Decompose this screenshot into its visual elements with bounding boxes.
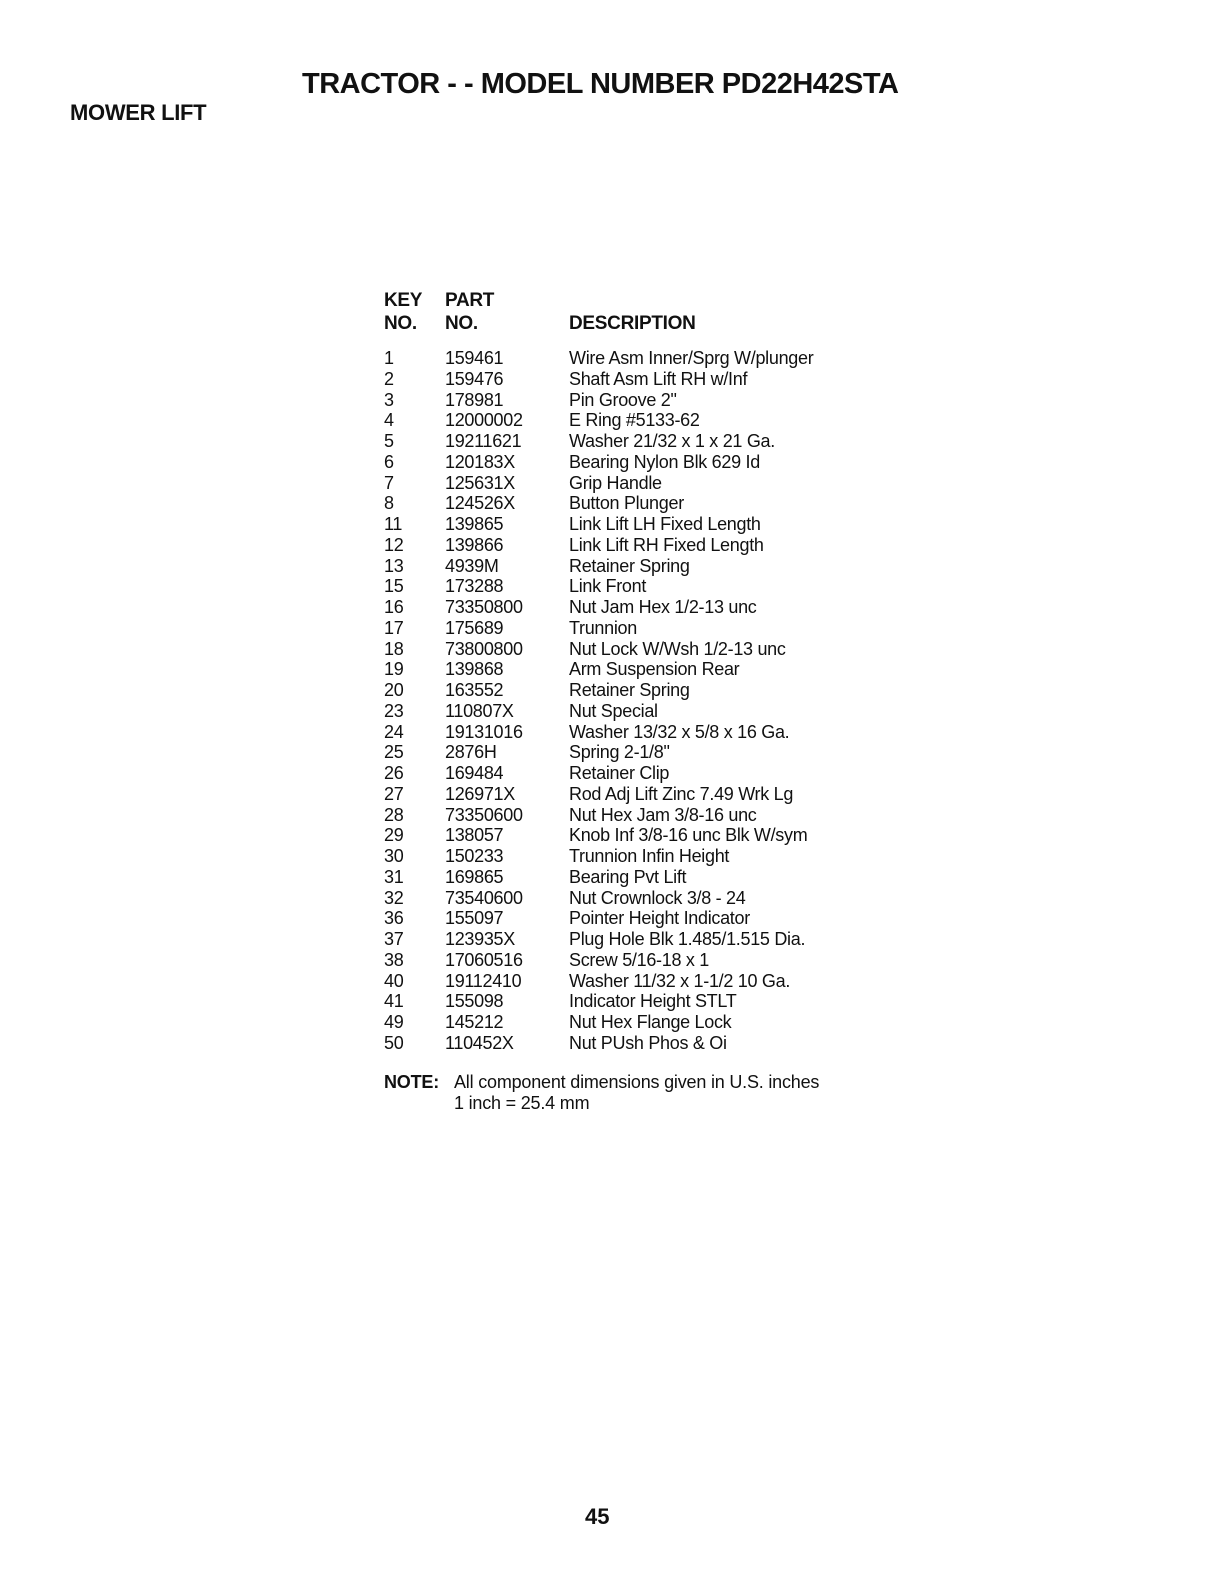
- part-description: Nut Jam Hex 1/2-13 unc: [569, 597, 757, 617]
- key-number: 27: [384, 783, 404, 804]
- table-row: [384, 639, 904, 660]
- part-number: 73350800: [445, 597, 523, 617]
- key-number: 2: [384, 368, 394, 389]
- part-number: 155097: [445, 908, 504, 929]
- part-header-line2: NO.: [445, 313, 478, 334]
- key-number: 25: [384, 742, 404, 763]
- part-number: 124526X: [445, 493, 515, 514]
- key-number: 15: [384, 576, 404, 597]
- key-number: 17: [384, 617, 404, 638]
- part-header-line1: PART: [445, 290, 495, 311]
- part-description: Washer 11/32 x 1-1/2 10 Ga.: [569, 970, 791, 991]
- table-row: [384, 390, 904, 411]
- key-number: 32: [384, 887, 404, 908]
- note-label: NOTE:: [384, 1072, 439, 1092]
- part-description: Retainer Spring: [569, 680, 690, 700]
- key-header-line2: NO.: [384, 313, 417, 334]
- part-number: 120183X: [445, 451, 515, 472]
- part-number: 19112410: [445, 970, 522, 991]
- table-row: [384, 348, 904, 369]
- table-row: [384, 473, 904, 494]
- key-number: 29: [384, 825, 404, 846]
- table-row: [384, 431, 904, 452]
- note-text-line1: All component dimensions given in U.S. inches: [454, 1072, 820, 1092]
- part-description: Retainer Spring: [569, 555, 690, 576]
- key-number: 30: [384, 846, 404, 866]
- table-row: [384, 784, 904, 805]
- key-number: 37: [384, 929, 404, 949]
- table-row: [384, 742, 904, 763]
- part-number: 17060516: [445, 949, 523, 970]
- part-description: Nut Lock W/Wsh 1/2-13 unc: [569, 638, 786, 659]
- table-row: [384, 846, 904, 867]
- part-number: 125631X: [445, 472, 515, 493]
- key-number: 23: [384, 700, 404, 721]
- table-row: [384, 722, 904, 743]
- part-description: Nut Crownlock 3/8 - 24: [569, 887, 746, 908]
- part-number: 2876H: [445, 742, 497, 763]
- part-description: Retainer Clip: [569, 763, 670, 783]
- part-description: Wire Asm Inner/Sprg W/plunger: [569, 348, 814, 368]
- part-number: 145212: [445, 1012, 504, 1032]
- part-number: 139868: [445, 659, 504, 680]
- description-header: DESCRIPTION: [569, 313, 696, 334]
- page-title: TRACTOR - - MODEL NUMBER PD22H42STA: [302, 68, 899, 100]
- part-description: Trunnion Infin Height: [569, 846, 730, 866]
- part-description: Pin Groove 2": [569, 389, 677, 410]
- part-number: 19211621: [445, 431, 522, 451]
- part-description: Bearing Nylon Blk 629 Id: [569, 451, 760, 472]
- key-number: 26: [384, 763, 404, 783]
- part-description: Washer 21/32 x 1 x 21 Ga.: [569, 431, 775, 451]
- part-description: Link Front: [569, 576, 647, 597]
- table-row: [384, 805, 904, 826]
- part-number: 155098: [445, 991, 504, 1012]
- part-number: 4939M: [445, 555, 499, 576]
- parts-table-header: [384, 290, 904, 338]
- key-number: 3: [384, 389, 394, 410]
- key-number: 5: [384, 431, 394, 451]
- table-row: [384, 452, 904, 473]
- part-description: Shaft Asm Lift RH w/Inf: [569, 368, 748, 389]
- table-row: [384, 618, 904, 639]
- key-number: 18: [384, 638, 404, 659]
- part-description: Trunnion: [569, 617, 637, 638]
- table-row: [384, 763, 904, 784]
- table-row: [384, 597, 904, 618]
- part-description: E Ring #5133-62: [569, 410, 700, 431]
- part-number: 73540600: [445, 887, 523, 908]
- part-description: Screw 5/16-18 x 1: [569, 949, 709, 970]
- part-number: 73350600: [445, 804, 523, 825]
- part-number: 169865: [445, 866, 504, 887]
- part-number: 126971X: [445, 783, 515, 804]
- key-number: 49: [384, 1012, 404, 1032]
- table-row: [384, 576, 904, 597]
- table-row: [384, 950, 904, 971]
- key-number: 31: [384, 866, 404, 887]
- key-header-line1: KEY: [384, 290, 423, 311]
- table-row: [384, 867, 904, 888]
- table-row: [384, 1012, 904, 1033]
- part-number: 159476: [445, 368, 504, 389]
- part-number: 139865: [445, 514, 504, 534]
- part-description: Nut Hex Jam 3/8-16 unc: [569, 804, 757, 825]
- part-description: Pointer Height Indicator: [569, 908, 750, 929]
- key-number: 12: [384, 534, 404, 555]
- table-row: [384, 680, 904, 701]
- part-number: 19131016: [445, 721, 523, 742]
- table-row: [384, 888, 904, 909]
- key-number: 1: [384, 348, 394, 368]
- table-row: [384, 991, 904, 1012]
- table-row: [384, 410, 904, 431]
- key-number: 11: [384, 514, 403, 534]
- table-row: [384, 825, 904, 846]
- table-row: [384, 556, 904, 577]
- key-number: 36: [384, 908, 404, 929]
- part-number: 150233: [445, 846, 504, 866]
- part-number: 159461: [445, 348, 504, 368]
- key-number: 38: [384, 949, 404, 970]
- part-description: Link Lift LH Fixed Length: [569, 514, 761, 534]
- key-number: 24: [384, 721, 404, 742]
- page-number: 45: [585, 1504, 610, 1529]
- key-number: 8: [384, 493, 394, 514]
- key-number: 7: [384, 472, 394, 493]
- part-number: 139866: [445, 534, 504, 555]
- note-text-line2: 1 inch = 25.4 mm: [454, 1093, 590, 1113]
- part-number: 138057: [445, 825, 504, 846]
- table-row: [384, 971, 904, 992]
- table-row: [384, 514, 904, 535]
- part-number: 169484: [445, 763, 504, 783]
- key-number: 4: [384, 410, 394, 431]
- part-number: 73800800: [445, 638, 523, 659]
- key-number: 40: [384, 970, 404, 991]
- part-description: Link Lift RH Fixed Length: [569, 534, 764, 555]
- part-description: Rod Adj Lift Zinc 7.49 Wrk Lg: [569, 783, 794, 804]
- key-number: 20: [384, 680, 404, 700]
- part-description: Washer 13/32 x 5/8 x 16 Ga.: [569, 721, 790, 742]
- part-description: Plug Hole Blk 1.485/1.515 Dia.: [569, 929, 806, 949]
- part-description: Nut PUsh Phos & Oi: [569, 1032, 727, 1053]
- key-number: 19: [384, 659, 404, 680]
- table-row: [384, 535, 904, 556]
- part-description: Arm Suspension Rear: [569, 659, 740, 680]
- part-number: 12000002: [445, 410, 523, 431]
- part-number: 175689: [445, 617, 504, 638]
- part-number: 163552: [445, 680, 504, 700]
- key-number: 28: [384, 804, 404, 825]
- part-number: 123935X: [445, 929, 515, 949]
- table-row: [384, 929, 904, 950]
- key-number: 41: [384, 991, 404, 1012]
- part-number: 110452X: [445, 1032, 514, 1053]
- part-description: Button Plunger: [569, 493, 684, 514]
- part-description: Nut Hex Flange Lock: [569, 1012, 732, 1032]
- key-number: 50: [384, 1032, 404, 1053]
- part-description: Spring 2-1/8": [569, 742, 670, 763]
- key-number: 16: [384, 597, 404, 617]
- section-title: MOWER LIFT: [70, 100, 207, 125]
- table-row: [384, 908, 904, 929]
- part-description: Nut Special: [569, 700, 658, 721]
- table-row: [384, 493, 904, 514]
- table-row: [384, 369, 904, 390]
- part-description: Knob Inf 3/8-16 unc Blk W/sym: [569, 825, 808, 846]
- part-number: 178981: [445, 389, 504, 410]
- key-number: 6: [384, 451, 394, 472]
- part-description: Indicator Height STLT: [569, 991, 737, 1012]
- table-row: [384, 659, 904, 680]
- key-number: 13: [384, 555, 404, 576]
- part-number: 110807X: [445, 700, 514, 721]
- part-number: 173288: [445, 576, 504, 597]
- table-row: [384, 1033, 904, 1054]
- parts-list: [384, 348, 904, 1054]
- part-description: Grip Handle: [569, 472, 662, 493]
- part-description: Bearing Pvt Lift: [569, 866, 687, 887]
- table-row: [384, 701, 904, 722]
